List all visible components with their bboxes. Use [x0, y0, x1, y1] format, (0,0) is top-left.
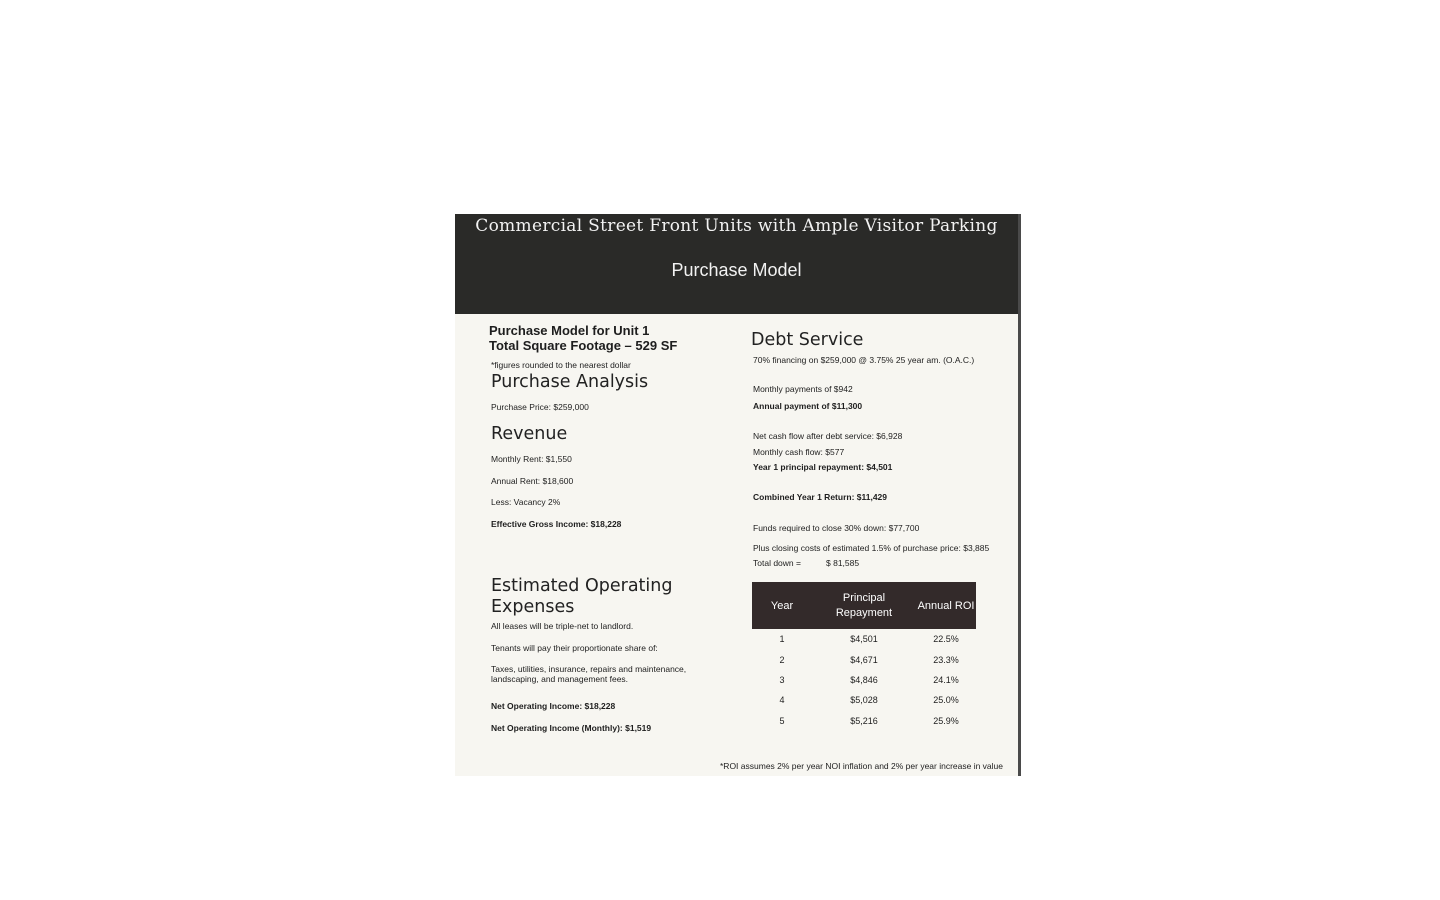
net-operating-income-monthly: Net Operating Income (Monthly): $1,519 — [491, 723, 652, 733]
table-row — [752, 629, 976, 649]
operating-expenses-title: Estimated Operating — [491, 576, 673, 596]
effective-gross-income: Effective Gross Income: $18,228 — [491, 519, 622, 529]
table-row — [752, 649, 976, 669]
cell-principal: $4,501 — [850, 634, 878, 645]
total-down-label: Total down = — [753, 558, 801, 568]
unit-heading: Purchase Model for Unit 1 — [489, 323, 650, 338]
triple-net-note: All leases will be triple-net to landlord. — [491, 621, 634, 631]
expense-items-line2: landscaping, and management fees. — [491, 674, 629, 684]
cell-year: 1 — [779, 634, 785, 645]
operating-expenses-title-line2: Expenses — [491, 597, 575, 617]
cell-principal: $5,028 — [850, 695, 878, 706]
purchase-model-document — [455, 214, 1021, 776]
square-footage: Total Square Footage – 529 SF — [489, 338, 678, 353]
combined-return: Combined Year 1 Return: $11,429 — [753, 492, 888, 502]
cell-year: 4 — [779, 695, 785, 706]
header-annual-roi: Annual ROI — [916, 582, 976, 629]
monthly-rent: Monthly Rent: $1,550 — [491, 454, 572, 464]
cell-principal: $5,216 — [850, 715, 878, 726]
annual-rent: Annual Rent: $18,600 — [491, 476, 574, 486]
table-row — [752, 711, 976, 731]
cell-principal: $4,671 — [850, 654, 878, 665]
monthly-cash-flow: Monthly cash flow: $577 — [753, 447, 845, 457]
cell-year: 5 — [779, 715, 785, 726]
cell-principal: $4,846 — [850, 674, 878, 685]
expense-items: Taxes, utilities, insurance, repairs and maintenance, — [491, 664, 687, 674]
banner-subtitle: Purchase Model — [671, 260, 802, 280]
cell-roi: 22.5% — [933, 634, 959, 645]
cell-roi: 25.0% — [933, 695, 959, 706]
annual-payment: Annual payment of $11,300 — [753, 401, 863, 411]
roi-table-header — [752, 582, 976, 629]
header-principal-line2: Repayment — [835, 606, 893, 619]
net-cash-flow: Net cash flow after debt service: $6,928 — [753, 431, 903, 441]
cell-roi: 25.9% — [933, 715, 959, 726]
header-banner — [455, 214, 1018, 314]
debt-service-title: Debt Service — [751, 330, 864, 350]
cell-year: 3 — [779, 674, 785, 685]
principal-repayment: Year 1 principal repayment: $4,501 — [753, 462, 893, 472]
revenue-title: Revenue — [491, 424, 568, 444]
vacancy: Less: Vacancy 2% — [491, 497, 561, 507]
purchase-analysis-title: Purchase Analysis — [491, 372, 649, 392]
banner-title: Commercial Street Front Units with Ample Visitor Parking — [475, 216, 998, 236]
closing-costs: Plus closing costs of estimated 1.5% of purchase price: $3,885 — [753, 543, 990, 553]
purchase-price: Purchase Price: $259,000 — [491, 402, 589, 412]
header-year: Year — [752, 582, 812, 629]
monthly-payments: Monthly payments of $942 — [753, 384, 853, 394]
cell-roi: 24.1% — [933, 674, 959, 685]
header-principal-repayment — [812, 582, 916, 629]
table-row — [752, 670, 976, 690]
funds-required: Funds required to close 30% down: $77,700 — [753, 523, 920, 533]
table-row — [752, 690, 976, 710]
tenants-note: Tenants will pay their proportionate share of: — [491, 643, 658, 653]
net-operating-income: Net Operating Income: $18,228 — [491, 701, 616, 711]
financing-terms: 70% financing on $259,000 @ 3.75% 25 year am. (O.A.C.) — [753, 355, 975, 365]
roi-table — [752, 582, 976, 731]
rounding-note: *figures rounded to the nearest dollar — [491, 360, 631, 370]
total-down-value: $ 81,585 — [826, 558, 860, 568]
header-principal-line1: Principal — [842, 591, 886, 604]
roi-footnote: *ROI assumes 2% per year NOI inflation and 2% per year increase in value — [720, 761, 1003, 771]
cell-roi: 23.3% — [933, 654, 959, 665]
cell-year: 2 — [779, 654, 785, 665]
